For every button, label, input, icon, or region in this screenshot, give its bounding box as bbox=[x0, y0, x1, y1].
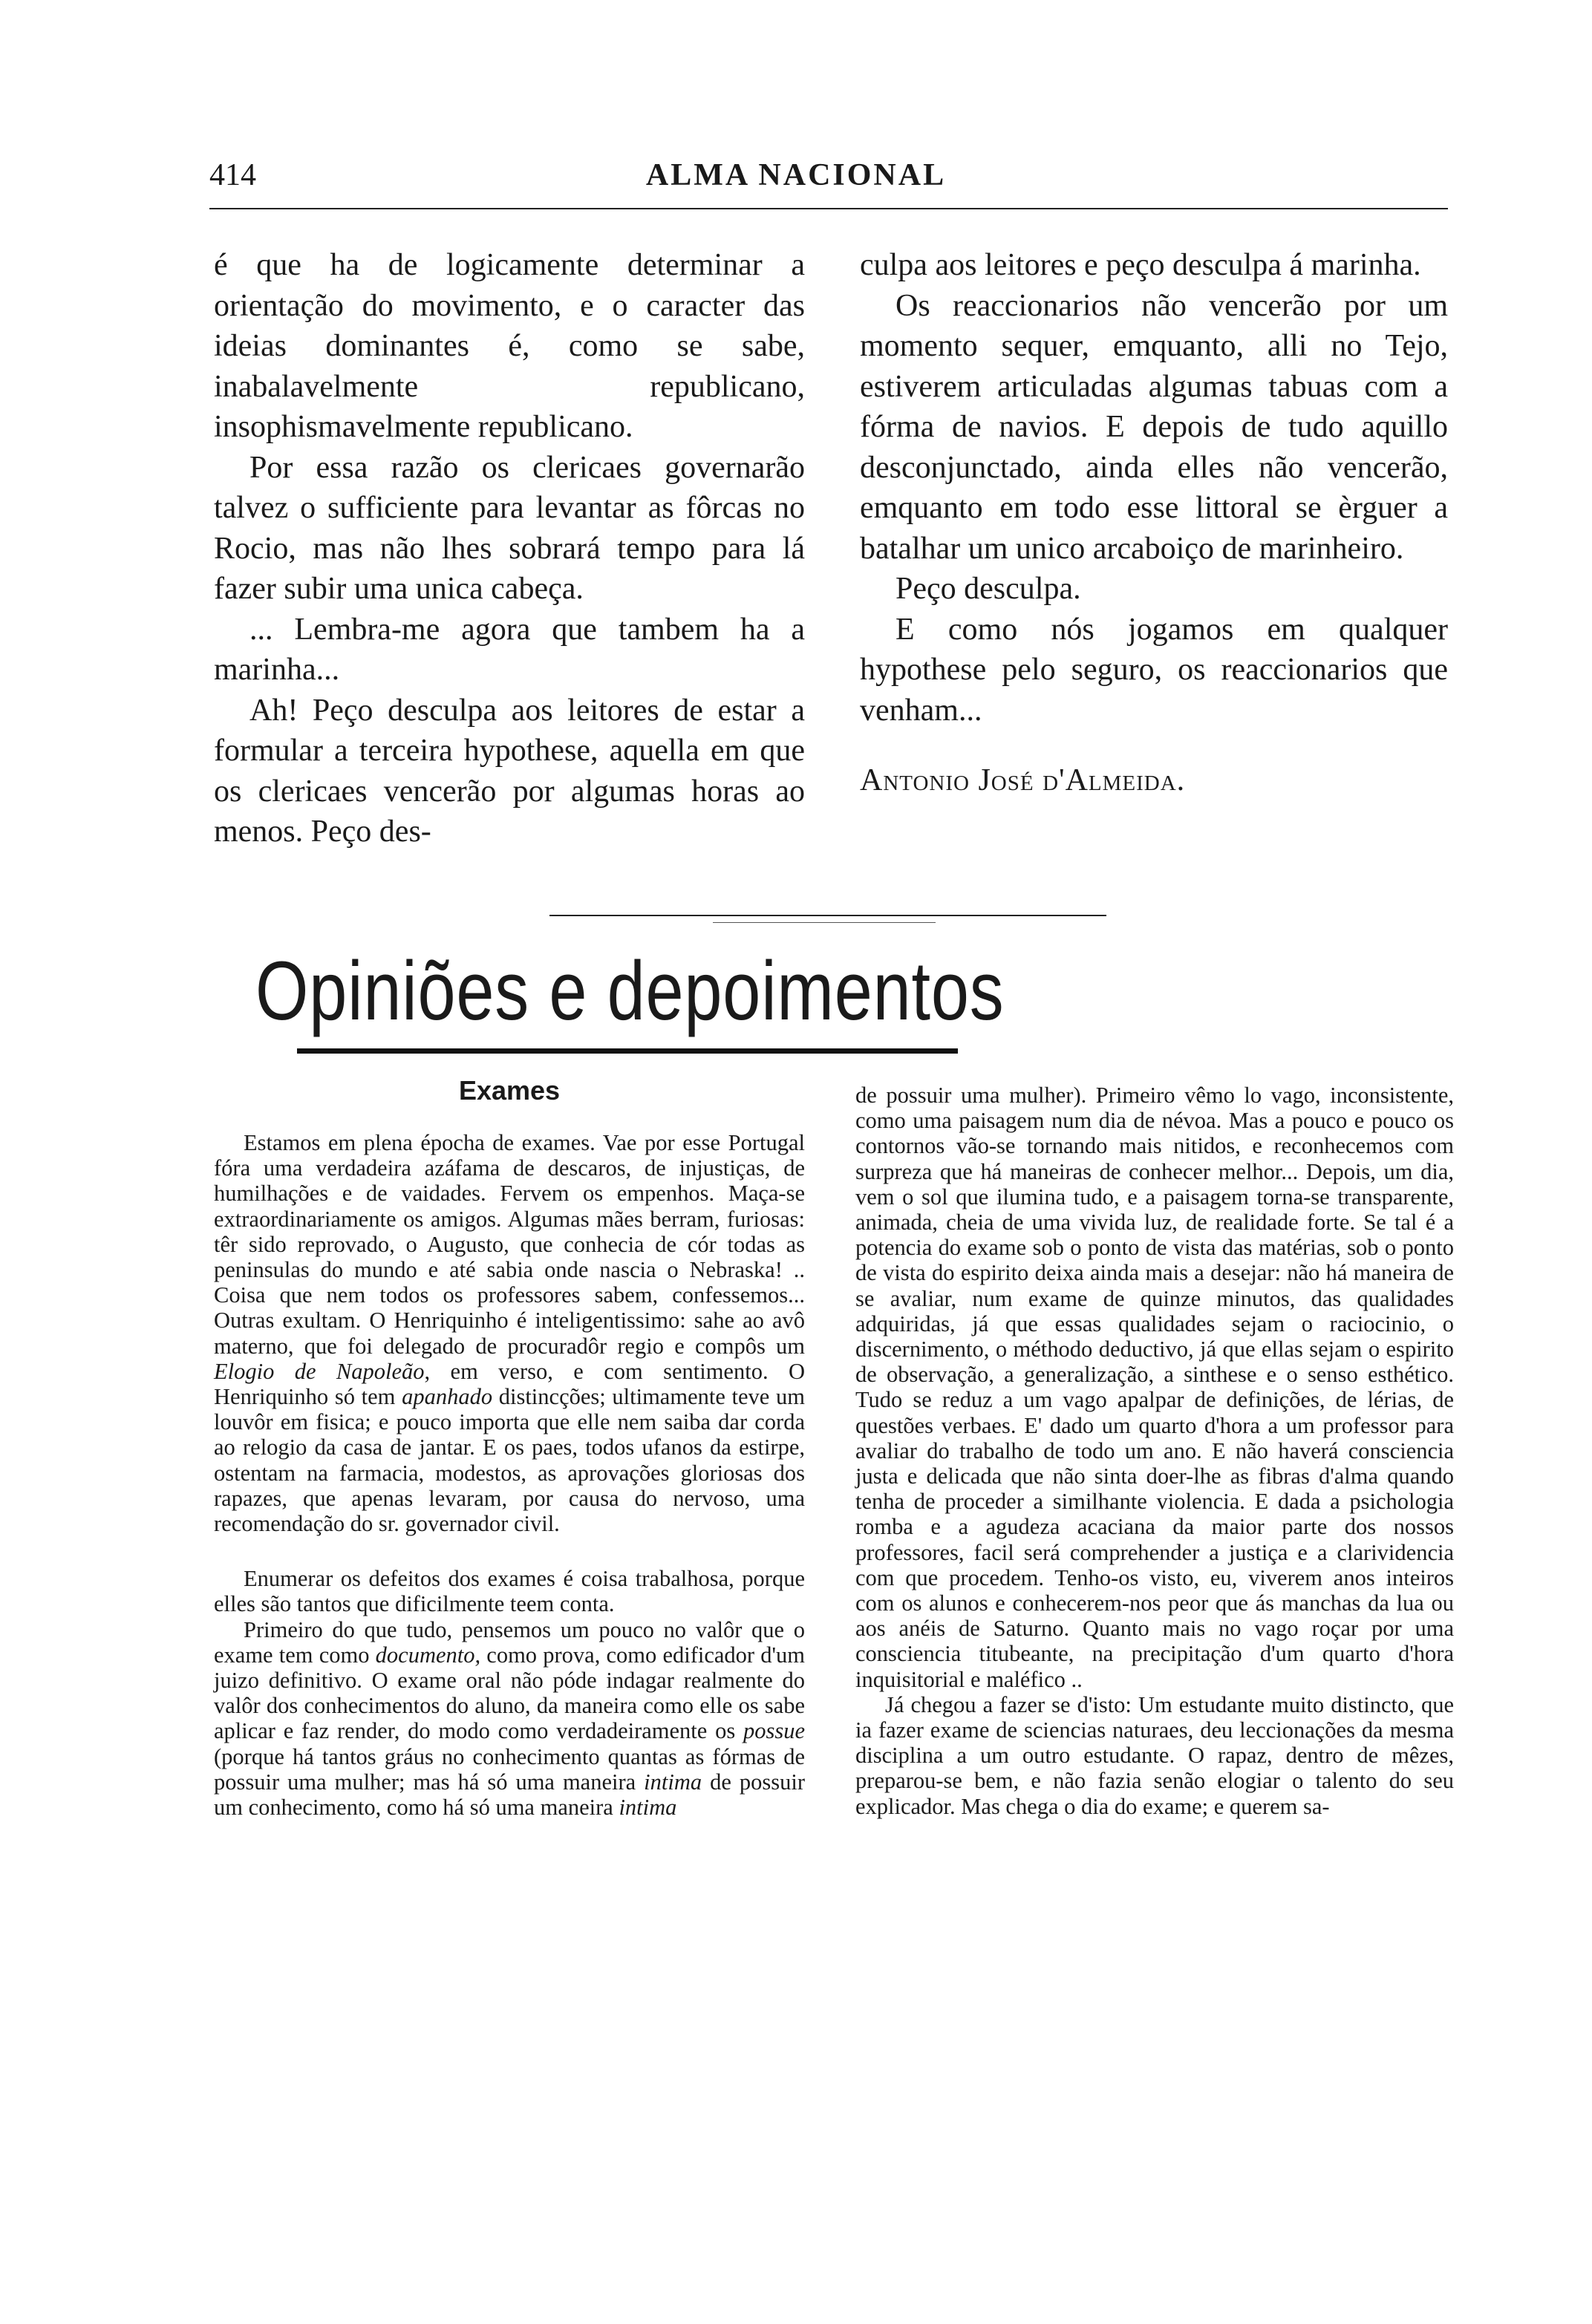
paragraph: E como nós jogamos em qualquer hypothese pelo seguro, os reaccionarios que venham... bbox=[860, 612, 1448, 728]
section-title: Opiniões e depoimentos bbox=[255, 944, 1005, 1037]
paragraph: Os reaccionarios não vencerão por um momento sequer, emquanto, alli no Tejo, estiverem articuladas algumas tabuas com a fórma de navios. E depois de tudo aquillo desconjunctado, ainda elles não vencerão, emquanto em todo esse littoral se èrguer a batalhar um unico arcaboiço de marinheiro. bbox=[860, 288, 1448, 566]
paragraph: Já chegou a fazer se d'isto: Um estudante muito distincto, que ia fazer exame de sciencias naturaes, deu leccionações da mesma disciplina a um outro estudante. O rapaz, dentro de mêzes, preparou-se bem, e não fazia senão elogiar o talento do seu explicador. Mas chega o dia do exame; e querem sa- bbox=[855, 1691, 1454, 1819]
paragraph: Ah! Peço desculpa aos leitores de estar a formular a terceira hypothese, aquella em que os clericaes vencerão por algumas horas ao menos. Peço des- bbox=[214, 693, 805, 849]
paragraph: ... Lembra-me agora que tambem ha a marinha... bbox=[214, 612, 805, 687]
paragraph: Por essa razão os clericaes governarão talvez o sufficiente para levantar as fôrcas no Rocio, mas não lhes sobrará tempo para lá fazer subir uma unica cabeça. bbox=[214, 450, 805, 606]
article2-right-column bbox=[855, 1083, 1454, 1819]
paragraph: Enumerar os defeitos dos exames é coisa trabalhosa, porque elles são tantos que dificilmente teem conta. bbox=[214, 1566, 805, 1617]
paragraph: de possuir uma mulher). Primeiro vêmo lo vago, inconsistente, como uma paisagem num dia de névoa. Mas a pouco e pouco os contornos vão-se tornando mais nitidos, e reconhecemos com surpreza que há maneiras de conhecer melhor... Depois, um dia, vem o sol que ilumina tudo, e a paisagem torna-se transparente, animada, cheia de uma vivida luz, de realidade forte. Se tal é a potencia do exame sob o ponto de vista das matérias, sob o ponto de vista do espirito deixa ainda mais a desejar: não há maneira de se avaliar, num exame de quinze minutos, das qualidades adquiridas, já que essas qualidades sejam o raciocinio, o discernimento, o méthodo deductivo, já que ellas sejam o espirito de observação, a generalização, a sinthese e o senso esthético. Tudo se reduz a um vago apalpar de definições, de lérias, de questões verbaes. E' dado um quarto d'hora a um professor para avaliar do trabalho de todo um ano. E não haverá consciencia justa e delicada que não sinta doer-lhe as fibras d'alma quando tenha de proceder a similhante violencia. E dada a psichologia romba e a agudeza acaciana da maior parte dos nossos professores, facil será comprehender a justiça e a clarividencia com que procedem. Tenho-os visto, eu, viverem anos inteiros com os alunos e conhecerem-nos peor que ás manchas da lua ou aos anéis de Saturno. Quanto mais no vago roçar por uma consciencia titubeante, na precipitação d'um quarto d'hora inquisitorial e maléfico .. bbox=[855, 1083, 1454, 1692]
separator-rule-short bbox=[713, 922, 936, 923]
paragraph: culpa aos leitores e peço desculpa á marinha. bbox=[860, 248, 1421, 282]
paragraph: é que ha de logicamente determinar a orientação do movimento, e o caracter das ideias dominantes é, como se sabe, inabalavelmente republicano, insophismavelmente republicano. bbox=[214, 248, 805, 444]
paragraph: Peço desculpa. bbox=[896, 572, 1081, 606]
author-signature: Antonio José d'Almeida. bbox=[860, 763, 1186, 797]
separator-rule bbox=[549, 915, 1106, 916]
paragraph: Primeiro do que tudo, pensemos um pouco no valôr que o exame tem como documento, como prova, como edificador d'um juizo definitivo. O exame oral não póde indagar realmente do valôr dos conhecimentos do aluno, da maneira como elle os sabe aplicar e faz render, do modo como verdadeiramente os possue (porque há tantos gráus no conhecimento quantas as fórmas de possuir uma mulher; mas há só uma maneira intima de possuir um conhecimento, como há só uma maneira intima bbox=[214, 1616, 805, 1821]
article1-right-column bbox=[860, 245, 1448, 801]
title-underline bbox=[297, 1048, 958, 1054]
article2-left-column bbox=[214, 1130, 805, 1820]
paragraph: Estamos em plena épocha de exames. Vae por esse Portugal fóra uma verdadeira azáfama de descaros, de injustiças, de humilhações e de vaidades. Fervem os empenhos. Maça-se extraordinariamente os amigos. Algumas mães berram, furiosas: têr sido reprovado, o Augusto, que conhecia de cór todas as peninsulas do mundo e até sabia onde nascia o Nebraska! .. Coisa que nem todos os professores sabem, confessemos... Outras exultam. O Henriquinho é inteligentissimo: sahe ao avô materno, que foi delegado de procuradôr regio e compôs um Elogio de Napoleão, em verso, e com sentimento. O Henriquinho só tem apanhado distincções; ultimamente teve um louvôr em fisica; e pouco importa que elle nem saiba dar corda ao relogio da casa de jantar. E os paes, todos ufanos da estirpe, ostentam na farmacia, modestos, as aprovações gloriosas dos rapazes, que apenas levaram, por causa do nervoso, uma recomendação do sr. governador civil. bbox=[214, 1130, 805, 1537]
running-head: ALMA NACIONAL bbox=[645, 158, 947, 192]
page-number: 414 bbox=[209, 158, 256, 192]
article-subtitle: Exames bbox=[458, 1075, 561, 1106]
header-rule bbox=[209, 208, 1448, 209]
article1-left-column bbox=[214, 245, 805, 852]
